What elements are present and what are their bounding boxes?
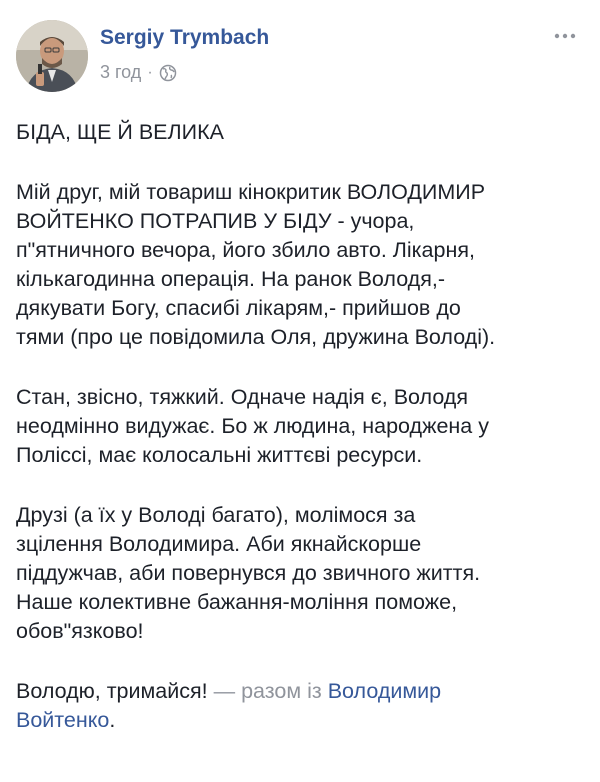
post-meta xyxy=(100,62,177,83)
meta-separator: · xyxy=(147,63,153,81)
more-options-icon[interactable] xyxy=(550,26,580,46)
closing-text: Володю, тримайся! xyxy=(16,679,208,703)
post-header xyxy=(16,20,584,92)
post-paragraph-3: Друзі (а їх у Володі багато), молімося за зцілення Володимира. Аби якнайскорше піддужчав, аби повернувся до звичного життя. Наше колективне бажання-моління поможе, обов"язково! xyxy=(16,503,481,643)
post-timestamp[interactable]: 3 год xyxy=(100,62,142,82)
author-avatar[interactable] xyxy=(16,20,88,92)
post-paragraph-1: Мій друг, мій товариш кінокритик ВОЛОДИМИР ВОЙТЕНКО ПОТРАПИВ У БІДУ - учора, п"ятничного вечора, його збило авто. Лікарня, кількагодинна операція. На ранок Володя,- дякувати Богу, спасибі лікарям,- прийшов до тями (про це повідомила Оля, дружина Володі). xyxy=(16,180,496,349)
author-name-link[interactable]: Sergiy Trymbach xyxy=(100,26,270,49)
closing-period: . xyxy=(109,708,116,732)
tagged-person-link[interactable]: Володимир Войтенко xyxy=(16,679,442,732)
with-separator: — разом із xyxy=(207,679,328,703)
post-closing xyxy=(16,677,586,735)
post-body xyxy=(16,118,586,735)
globe-icon[interactable] xyxy=(159,64,177,82)
post-title: БІДА, ЩЕ Й ВЕЛИКА xyxy=(16,120,224,144)
post-paragraph-2: Стан, звісно, тяжкий. Одначе надія є, Володя неодмінно видужає. Бо ж людина, народжена у Поліссі, має колосальні життєві ресурси. xyxy=(16,385,489,467)
